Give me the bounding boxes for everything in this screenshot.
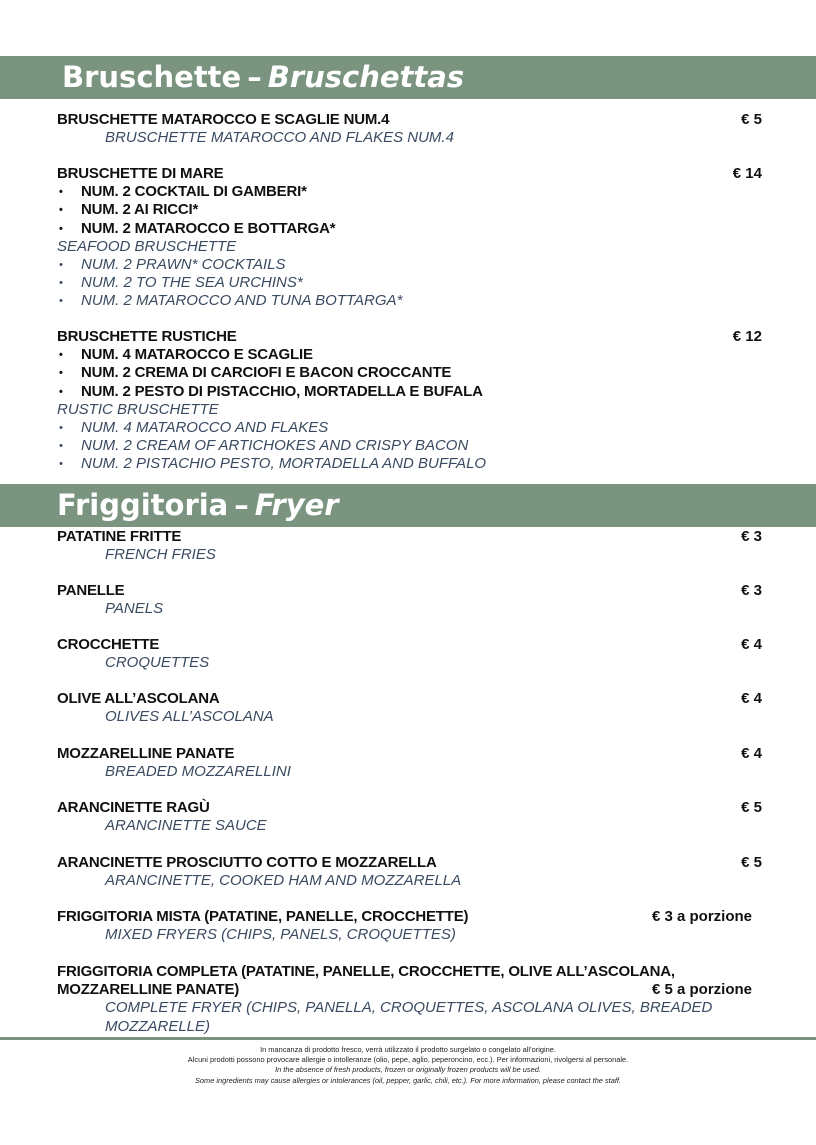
- item-name: MOZZARELLINE PANATE): [57, 981, 240, 999]
- item-price: € 5: [741, 111, 762, 128]
- item-translation: BREADED MOZZARELLINI: [105, 763, 291, 781]
- item-translation-bullet: • NUM. 2 PRAWN* COCKTAILS: [57, 256, 762, 274]
- menu-item: [57, 799, 762, 835]
- menu-item: [57, 111, 762, 147]
- footer-note: Some ingredients may cause allergies or intolerances (oil, pepper, garlic, chili, etc.). For more information, please contact the staff.: [195, 1075, 621, 1085]
- footer-note: In mancanza di prodotto fresco, verrà utilizzato il prodotto surgelato o congelato all’origine.: [260, 1045, 556, 1054]
- footer-note: In the absence of fresh products, frozen or originally frozen products will be used.: [275, 1065, 541, 1075]
- item-name: PANELLE: [57, 582, 125, 599]
- item-name: MOZZARELLINE PANATE: [57, 745, 235, 762]
- item-translation: BRUSCHETTE MATAROCCO AND FLAKES NUM.4: [105, 129, 454, 147]
- item-translation-bullet: • NUM. 2 CREAM OF ARTICHOKES AND CRISPY BACON: [57, 437, 762, 455]
- item-price: € 5 a porzione: [651, 981, 752, 998]
- section-title-en: Fryer: [254, 488, 339, 522]
- item-translation-bullet: • NUM. 2 MATAROCCO AND TUNA BOTTARGA*: [57, 292, 762, 310]
- item-name: BRUSCHETTE RUSTICHE: [57, 328, 237, 345]
- item-bullet: • NUM. 2 PESTO DI PISTACCHIO, MORTADELLA E BUFALA: [57, 383, 762, 401]
- item-name: FRIGGITORIA COMPLETA (PATATINE, PANELLE, CROCCHETTE, OLIVE ALL’ASCOLANA,: [57, 963, 675, 980]
- item-translation: MIXED FRYERS (CHIPS, PANELS, CROQUETTES): [105, 926, 456, 944]
- section-title-sep: –: [247, 60, 262, 94]
- menu-item: [57, 745, 762, 781]
- footer-note: Alcuni prodotti possono provocare allergie o intolleranze (olio, pepe, aglio, peperoncino, ecc.). Per informazioni, rivolgersi al personale.: [187, 1055, 629, 1065]
- item-translation: CROQUETTES: [105, 654, 210, 672]
- footer-divider: [0, 1037, 816, 1040]
- menu-item: [57, 328, 762, 474]
- section-title-it: Friggitoria: [57, 488, 229, 522]
- item-bullet: • NUM. 2 AI RICCI*: [57, 201, 762, 219]
- item-name: FRIGGITORIA MISTA (PATATINE, PANELLE, CROCCHETTE): [57, 908, 469, 925]
- menu-item: [57, 582, 762, 618]
- item-name: BRUSCHETTE MATAROCCO E SCAGLIE NUM.4: [57, 111, 390, 128]
- item-price: € 5: [741, 799, 762, 816]
- item-translation-bullet: • NUM. 4 MATAROCCO AND FLAKES: [57, 419, 762, 437]
- item-bullet: • NUM. 2 MATAROCCO E BOTTARGA*: [57, 220, 762, 238]
- item-price: € 4: [741, 636, 762, 653]
- item-translation: ARANCINETTE, COOKED HAM AND MOZZARELLA: [105, 872, 462, 890]
- item-name: BRUSCHETTE DI MARE: [57, 165, 224, 182]
- item-price: € 3: [741, 528, 762, 545]
- item-name: ARANCINETTE PROSCIUTTO COTTO E MOZZARELLA: [57, 854, 437, 871]
- item-translation: FRENCH FRIES: [105, 546, 216, 564]
- item-translation: SEAFOOD BRUSCHETTE: [57, 237, 237, 255]
- section-header-friggitoria: [0, 484, 816, 527]
- item-bullet: • NUM. 2 COCKTAIL DI GAMBERI*: [57, 183, 762, 201]
- item-price: € 3 a porzione: [651, 908, 752, 925]
- item-translation: COMPLETE FRYER (CHIPS, PANELLA, CROQUETTES, ASCOLANA OLIVES, BREADED: [105, 999, 713, 1017]
- menu-item: [57, 690, 762, 726]
- section-title-sep: –: [234, 488, 249, 522]
- footer-notes: [0, 1045, 816, 1086]
- item-name: OLIVE ALL’ASCOLANA: [57, 690, 220, 707]
- item-price: € 3: [741, 582, 762, 599]
- item-translation-bullet: • NUM. 2 TO THE SEA URCHINS*: [57, 274, 762, 292]
- item-translation: PANELS: [105, 600, 164, 618]
- item-price: € 4: [741, 745, 762, 762]
- section-header-bruschette: [0, 56, 816, 99]
- item-price: € 4: [741, 690, 762, 707]
- section-title-en: Bruschettas: [267, 60, 465, 94]
- menu-item: [57, 636, 762, 672]
- menu-item: [57, 963, 762, 1036]
- menu-item: [57, 908, 762, 944]
- item-bullet: • NUM. 4 MATAROCCO E SCAGLIE: [57, 346, 762, 364]
- item-price: € 14: [732, 165, 762, 182]
- item-translation: OLIVES ALL’ASCOLANA: [105, 708, 274, 726]
- menu-item: [57, 528, 762, 564]
- item-translation: ARANCINETTE SAUCE: [105, 817, 267, 835]
- item-name: PATATINE FRITTE: [57, 528, 182, 545]
- menu-item: [57, 854, 762, 890]
- section-title-it: Bruschette: [62, 60, 242, 94]
- item-translation-bullet: • NUM. 2 PISTACHIO PESTO, MORTADELLA AND BUFFALO: [57, 455, 762, 473]
- item-translation: RUSTIC BRUSCHETTE: [57, 400, 219, 418]
- item-bullet: • NUM. 2 CREMA DI CARCIOFI E BACON CROCCANTE: [57, 364, 762, 382]
- item-translation: MOZZARELLE): [105, 1017, 211, 1035]
- item-name: CROCCHETTE: [57, 636, 160, 653]
- item-name: ARANCINETTE RAGÙ: [57, 799, 210, 816]
- menu-item: [57, 165, 762, 311]
- item-price: € 5: [741, 854, 762, 871]
- item-price: € 12: [732, 328, 762, 345]
